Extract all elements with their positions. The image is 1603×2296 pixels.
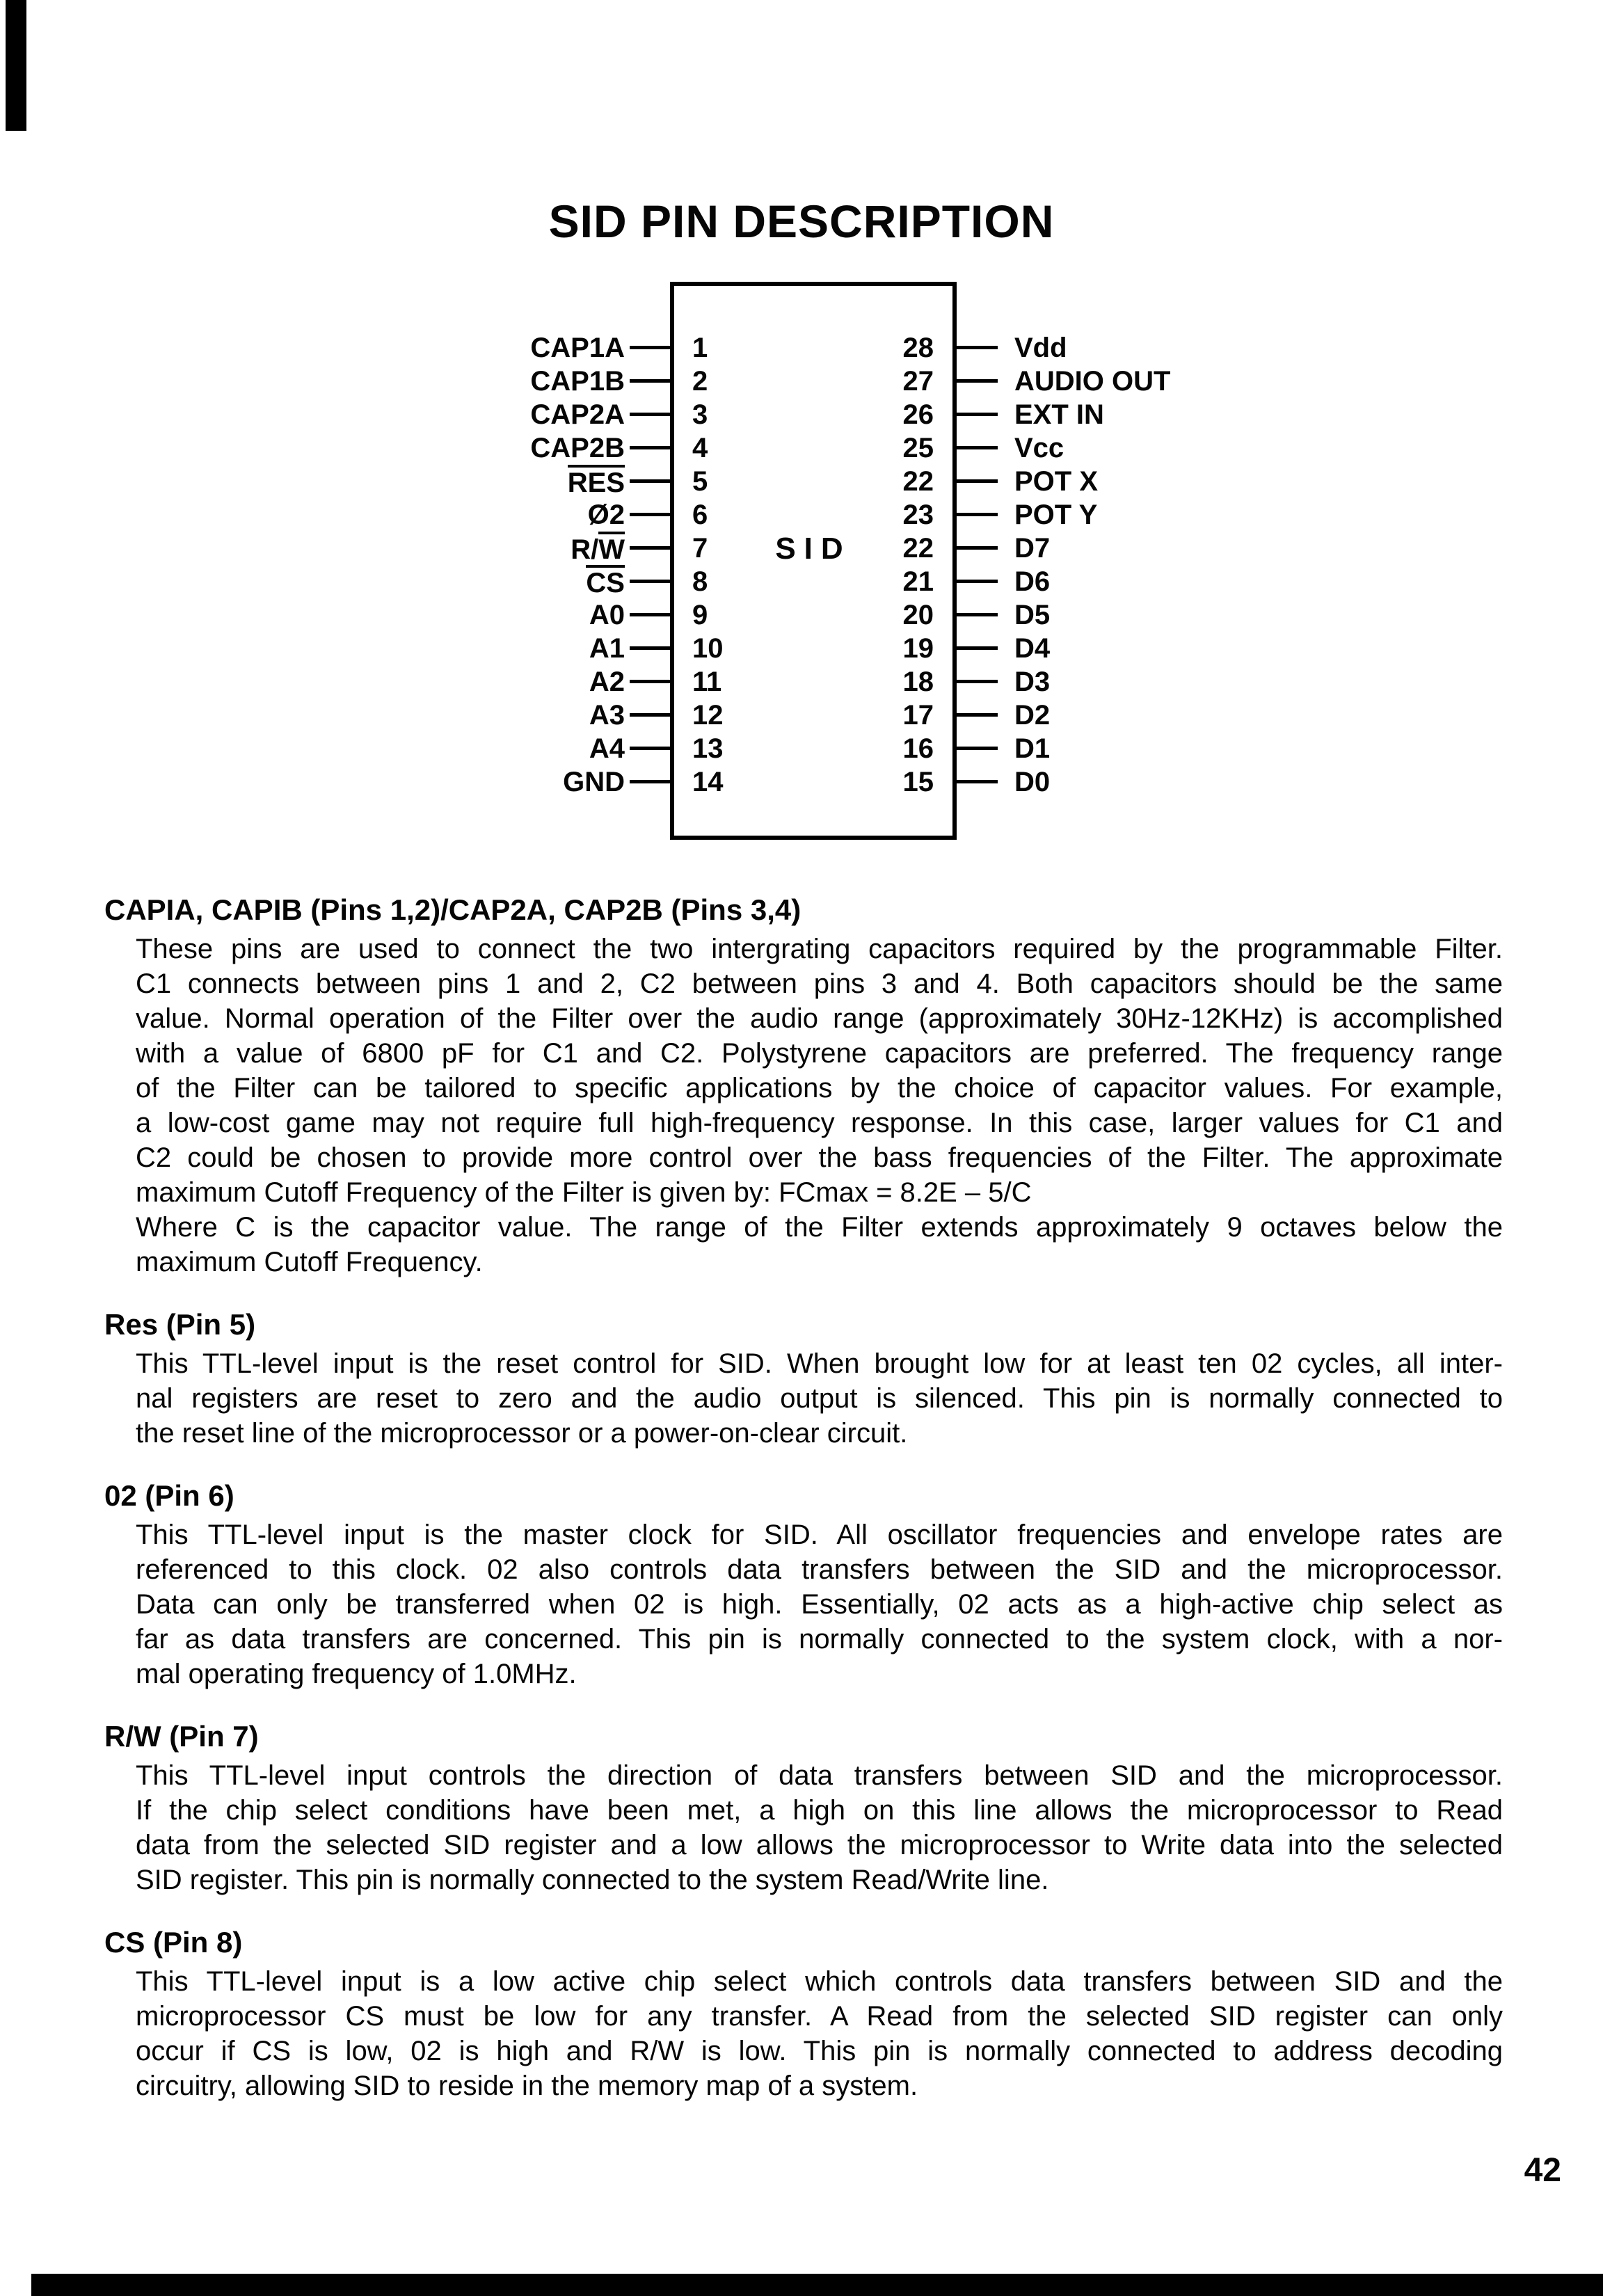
section-line: C1 connects between pins 1 and 2, C2 between pins 3 and 4. Both capacitors should be the same (136, 968, 1503, 999)
pin-row (0, 665, 1603, 699)
pin-number-left: 2 (692, 366, 708, 397)
pin-tick-left (630, 513, 673, 516)
pin-row (0, 365, 1603, 398)
pin-number-left: 8 (692, 566, 708, 597)
section-line: of the Filter can be tailored to specific applications by the choice of capacitor values. For example, (136, 1073, 1503, 1103)
pin-row (0, 732, 1603, 765)
pin-label-left: CAP1A (530, 333, 625, 363)
pin-description-sections (104, 893, 1503, 2103)
pin-section (104, 1307, 1503, 1451)
pin-tick-right (955, 479, 998, 483)
pin-tick-left (630, 446, 673, 449)
section-heading: Res (Pin 5) (104, 1308, 256, 1341)
pin-row (0, 465, 1603, 498)
pin-label-right: D3 (1014, 667, 1051, 697)
pin-label-left: GND (563, 767, 625, 797)
pin-row (0, 565, 1603, 598)
pin-tick-right (955, 446, 998, 449)
section-line: circuitry, allowing SID to reside in the memory map of a system. (136, 2071, 918, 2101)
pin-label-left: A3 (589, 700, 625, 731)
section-heading: R/W (Pin 7) (104, 1720, 259, 1753)
pin-tick-right (955, 546, 998, 550)
pin-label-left: R/W (571, 532, 625, 566)
section-line: occur if CS is low, 02 is high and R/W is low. This pin is normally connected to address decoding (136, 2036, 1503, 2066)
pin-tick-right (955, 780, 998, 783)
pin-number-left: 1 (692, 333, 708, 363)
pin-label-left: A2 (589, 667, 625, 697)
section-heading: 02 (Pin 6) (104, 1479, 234, 1512)
pin-tick-left (630, 680, 673, 683)
section-line: This TTL-level input controls the direction of data transfers between SID and the microprocessor. (136, 1760, 1503, 1791)
pin-label-right: EXT IN (1014, 399, 1104, 430)
pin-row (0, 331, 1603, 365)
pin-number-right: 23 (902, 500, 934, 530)
pin-label-left: CAP2B (530, 433, 625, 463)
pin-tick-left (630, 747, 673, 750)
overline-text: RES (568, 465, 625, 498)
section-heading: CAPIA, CAPIB (Pins 1,2)/CAP2A, CAP2B (Pins 3,4) (104, 893, 802, 926)
pin-number-right: 21 (902, 566, 934, 597)
pin-section (104, 1925, 1503, 2103)
pin-tick-right (955, 646, 998, 650)
overline-text: W (598, 532, 625, 565)
pin-tick-right (955, 680, 998, 683)
pin-number-right: 25 (902, 433, 934, 463)
pin-number-left: 12 (692, 700, 724, 731)
pin-tick-right (955, 346, 998, 349)
pin-tick-left (630, 580, 673, 583)
pin-tick-right (955, 713, 998, 717)
section-line: This TTL-level input is the reset control for SID. When brought low for at least ten 02 cycles, all inter- (136, 1348, 1503, 1379)
section-line: SID register. This pin is normally connected to the system Read/Write line. (136, 1865, 1049, 1895)
section-line: the reset line of the microprocessor or a power-on-clear circuit. (136, 1418, 908, 1449)
pin-tick-left (630, 346, 673, 349)
pin-number-right: 15 (902, 767, 934, 797)
pin-tick-right (955, 513, 998, 516)
pin-label-left: CAP2A (530, 399, 625, 430)
pin-label-right: Vcc (1014, 433, 1064, 463)
pin-row (0, 431, 1603, 465)
pin-number-right: 16 (902, 733, 934, 764)
pin-number-left: 9 (692, 600, 708, 630)
pin-label-left (586, 565, 625, 600)
pin-tick-left (630, 413, 673, 416)
pin-row (0, 398, 1603, 431)
section-line: maximum Cutoff Frequency. (136, 1247, 483, 1277)
section-line: These pins are used to connect the two intergrating capacitors required by the programmable Filter. (136, 934, 1503, 964)
pin-tick-left (630, 479, 673, 483)
chip-label: SID (775, 532, 852, 566)
pin-label-right: D2 (1014, 700, 1051, 731)
section-line: value. Normal operation of the Filter over the audio range (approximately 30Hz-12KHz) is accomplished (136, 1003, 1503, 1034)
overline-text: CS (586, 565, 625, 598)
pin-number-left: 3 (692, 399, 708, 430)
pin-label-right: POT X (1014, 466, 1099, 497)
page-title: SID PIN DESCRIPTION (548, 196, 1055, 247)
section-line: maximum Cutoff Frequency of the Filter is given by: FCmax = 8.2E – 5/C (136, 1177, 1032, 1208)
section-line: nal registers are reset to zero and the audio output is silenced. This pin is normally connected to (136, 1383, 1503, 1414)
pin-tick-right (955, 613, 998, 616)
pin-number-left: 6 (692, 500, 708, 530)
sid-pin-diagram (0, 282, 1603, 873)
section-line: data from the selected SID register and a low allows the microprocessor to Write data into the selected (136, 1830, 1503, 1860)
pin-tick-left (630, 713, 673, 717)
pin-label-right: Vdd (1014, 333, 1067, 363)
pin-tick-right (955, 747, 998, 750)
pin-section (104, 893, 1503, 1279)
pin-section (104, 1478, 1503, 1691)
pin-row (0, 498, 1603, 532)
page-number: 42 (1524, 2152, 1561, 2189)
pin-number-right: 22 (902, 533, 934, 564)
pin-tick-left (630, 780, 673, 783)
pin-tick-left (630, 613, 673, 616)
pin-number-left: 14 (692, 767, 724, 797)
section-line: This TTL-level input is a low active chip select which controls data transfers between SID and the (136, 1966, 1503, 1997)
pin-section (104, 1719, 1503, 1897)
section-line: C2 could be chosen to provide more control over the bass frequencies of the Filter. The approximate (136, 1142, 1503, 1173)
pin-number-left: 5 (692, 466, 708, 497)
pin-number-left: 13 (692, 733, 724, 764)
section-line: microprocessor CS must be low for any transfer. A Read from the selected SID register can only (136, 2001, 1503, 2032)
scan-artifact-top-left (6, 0, 26, 131)
pin-tick-left (630, 646, 673, 650)
pin-row (0, 532, 1603, 565)
pin-number-right: 19 (902, 633, 934, 664)
pin-label-left: A0 (589, 600, 625, 630)
pin-label-right: D5 (1014, 600, 1051, 630)
section-heading: CS (Pin 8) (104, 1926, 243, 1959)
pin-label-left: A4 (589, 733, 625, 764)
scan-artifact-bottom-bar (31, 2274, 1603, 2296)
pin-row (0, 699, 1603, 732)
pin-label-left: CAP1B (530, 366, 625, 397)
pin-label-right: D4 (1014, 633, 1051, 664)
pin-row (0, 598, 1603, 632)
pin-label-left: Ø2 (587, 500, 625, 530)
section-line: Data can only be transferred when 02 is high. Essentially, 02 acts as a high-active chip select as (136, 1589, 1503, 1620)
pin-tick-right (955, 580, 998, 583)
pin-number-left: 11 (692, 667, 722, 697)
pin-label-right: D6 (1014, 566, 1051, 597)
pin-label-right: D7 (1014, 533, 1051, 564)
pin-tick-left (630, 379, 673, 383)
section-line: a low-cost game may not require full high-frequency response. In this case, larger values for C1 and (136, 1108, 1503, 1138)
pin-number-right: 22 (902, 466, 934, 497)
pin-number-right: 20 (902, 600, 934, 630)
pin-label-right: AUDIO OUT (1014, 366, 1171, 397)
pin-label-left: A1 (589, 633, 625, 664)
pin-tick-right (955, 413, 998, 416)
section-line: This TTL-level input is the master clock for SID. All oscillator frequencies and envelope rates are (136, 1520, 1503, 1550)
pin-tick-left (630, 546, 673, 550)
section-line: far as data transfers are concerned. This pin is normally connected to the system clock, with a nor- (136, 1624, 1503, 1655)
pin-number-left: 4 (692, 433, 708, 463)
pin-row (0, 765, 1603, 799)
pin-label-left (568, 465, 625, 500)
pin-number-right: 17 (902, 700, 934, 731)
section-line: If the chip select conditions have been met, a high on this line allows the microprocessor to Read (136, 1795, 1503, 1826)
pin-number-right: 28 (902, 333, 934, 363)
pin-label-right: POT Y (1014, 500, 1098, 530)
section-line: Where C is the capacitor value. The range of the Filter extends approximately 9 octaves below the (136, 1212, 1503, 1243)
pin-label-right: D0 (1014, 767, 1051, 797)
pin-number-right: 27 (902, 366, 934, 397)
pin-row (0, 632, 1603, 665)
pin-number-right: 18 (902, 667, 934, 697)
section-line: mal operating frequency of 1.0MHz. (136, 1659, 577, 1689)
pin-number-right: 26 (902, 399, 934, 430)
pin-number-left: 7 (692, 533, 708, 564)
pin-label-right: D1 (1014, 733, 1051, 764)
pin-tick-right (955, 379, 998, 383)
section-line: referenced to this clock. 02 also controls data transfers between the SID and the microprocessor. (136, 1554, 1503, 1585)
section-line: with a value of 6800 pF for C1 and C2. Polystyrene capacitors are preferred. The frequency range (136, 1038, 1503, 1069)
pin-number-left: 10 (692, 633, 724, 664)
